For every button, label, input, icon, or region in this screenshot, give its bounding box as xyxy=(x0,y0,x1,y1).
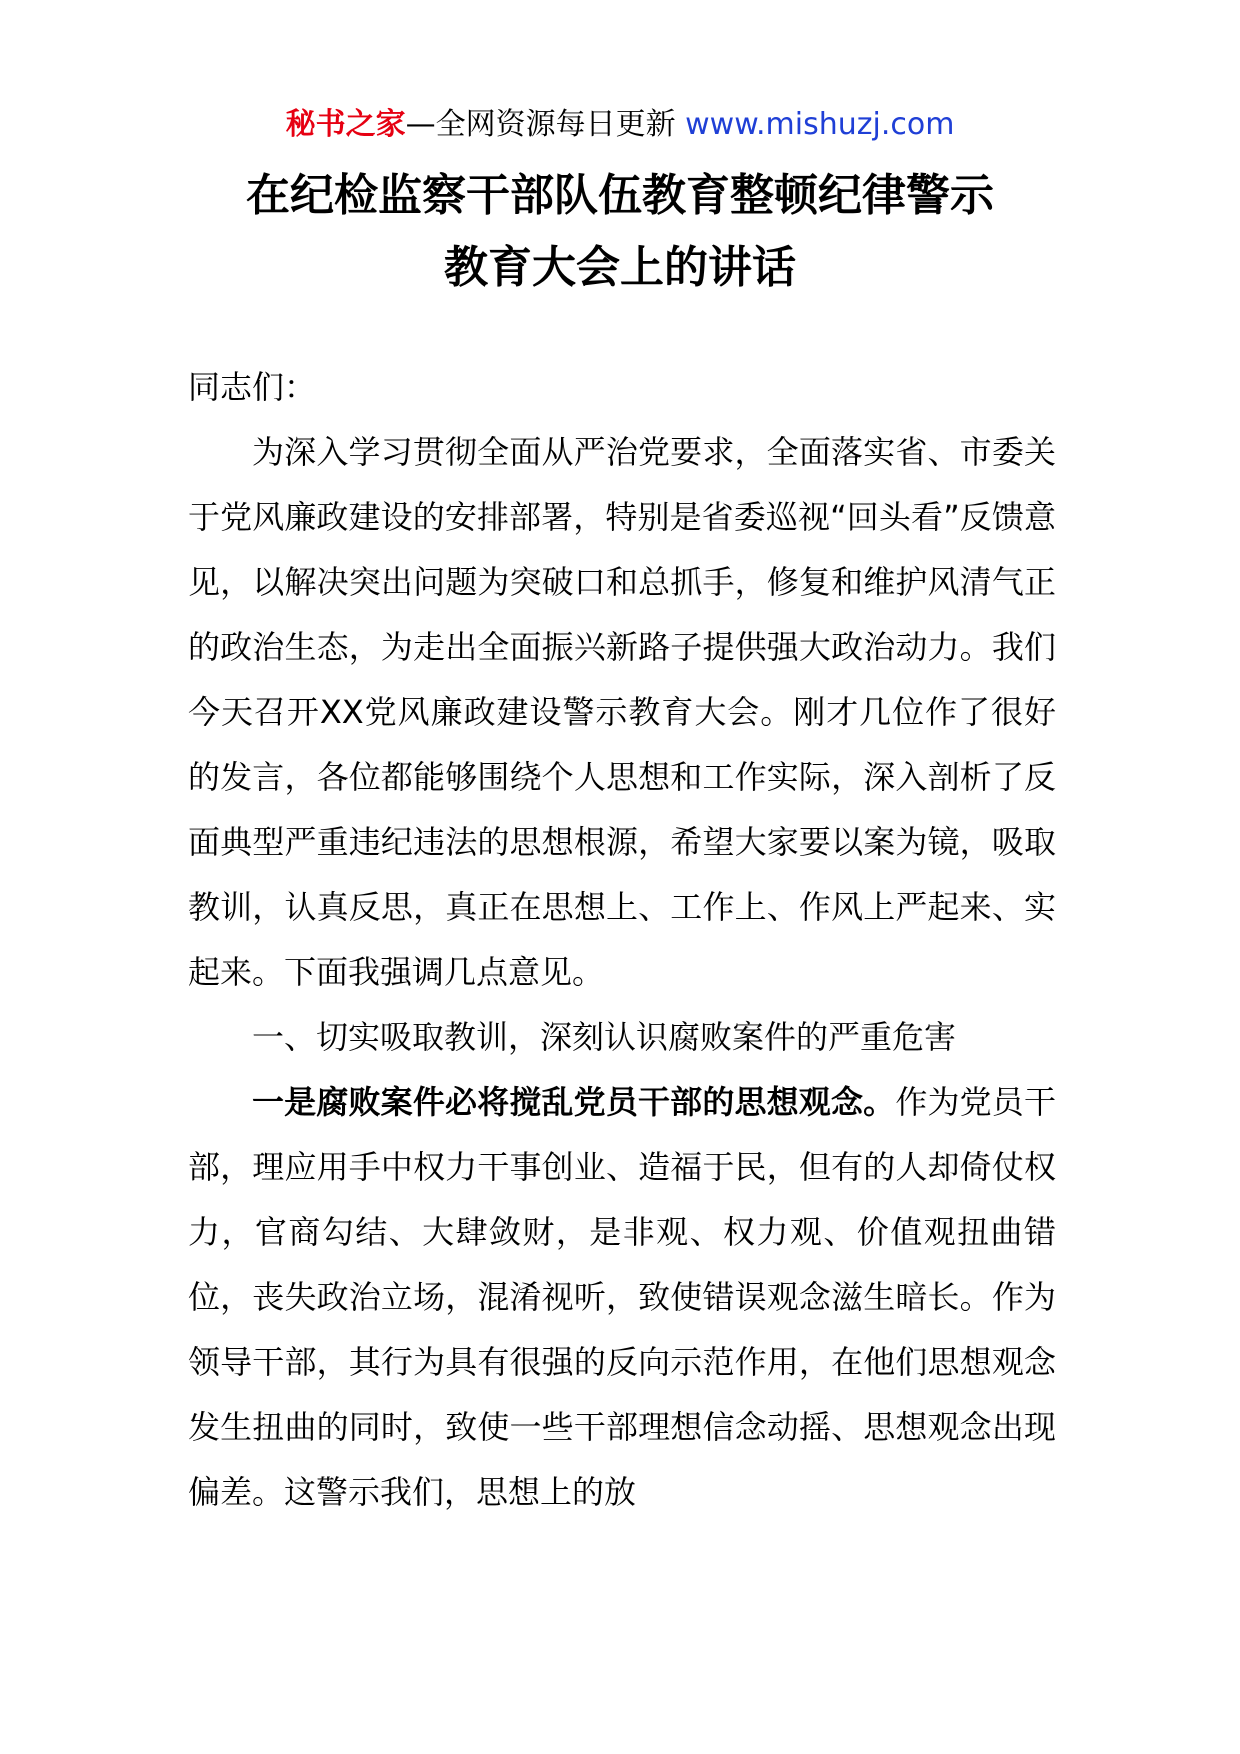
point-text: 作为党员干部，理应用手中权力干事创业、造福于民，但有的人却倚仗权力，官商勾结、大肆敛财，是非观、权力观、价值观扭曲错位，丧失政治立场，混淆视听，致使错误观念滋生暗长。作为领导干部，其行为具有很强的反向示范作用，在他们思想观念发生扭曲的同时，致使一些干部理想信念动摇、思想观念出现偏差。这警示我们，思想上的放 xyxy=(188,1083,1056,1511)
brand-name: 秘书之家 xyxy=(285,107,406,142)
site-header xyxy=(0,100,1240,150)
header-tagline: —全网资源每日更新 xyxy=(405,107,686,142)
point-lead: 一是腐败案件必将搅乱党员干部的思想观念。 xyxy=(252,1083,896,1121)
title-line-2: 教育大会上的讲话 xyxy=(444,242,796,293)
document-title xyxy=(0,160,1240,304)
document-body xyxy=(188,355,1056,1525)
site-url: www.mishuzj.com xyxy=(685,107,955,142)
intro-paragraph: 为深入学习贯彻全面从严治党要求，全面落实省、市委关于党风廉政建设的安排部署，特别是省委巡视“回头看”反馈意见，以解决突出问题为突破口和总抓手，修复和维护风清气正的政治生态，为走出全面振兴新路子提供强大政治动力。我们今天召开XX党风廉政建设警示教育大会。刚才几位作了很好的发言，各位都能够围绕个人思想和工作实际，深入剖析了反面典型严重违纪违法的思想根源，希望大家要以案为镜，吸取教训，认真反思，真正在思想上、工作上、作风上严起来、实起来。下面我强调几点意见。 xyxy=(188,433,1056,991)
point-paragraph xyxy=(188,1070,1056,1525)
section-heading: 一、切实吸取教训，深刻认识腐败案件的严重危害 xyxy=(252,1018,957,1056)
greeting: 同志们： xyxy=(188,368,317,406)
title-line-1: 在纪检监察干部队伍教育整顿纪律警示 xyxy=(246,170,994,221)
